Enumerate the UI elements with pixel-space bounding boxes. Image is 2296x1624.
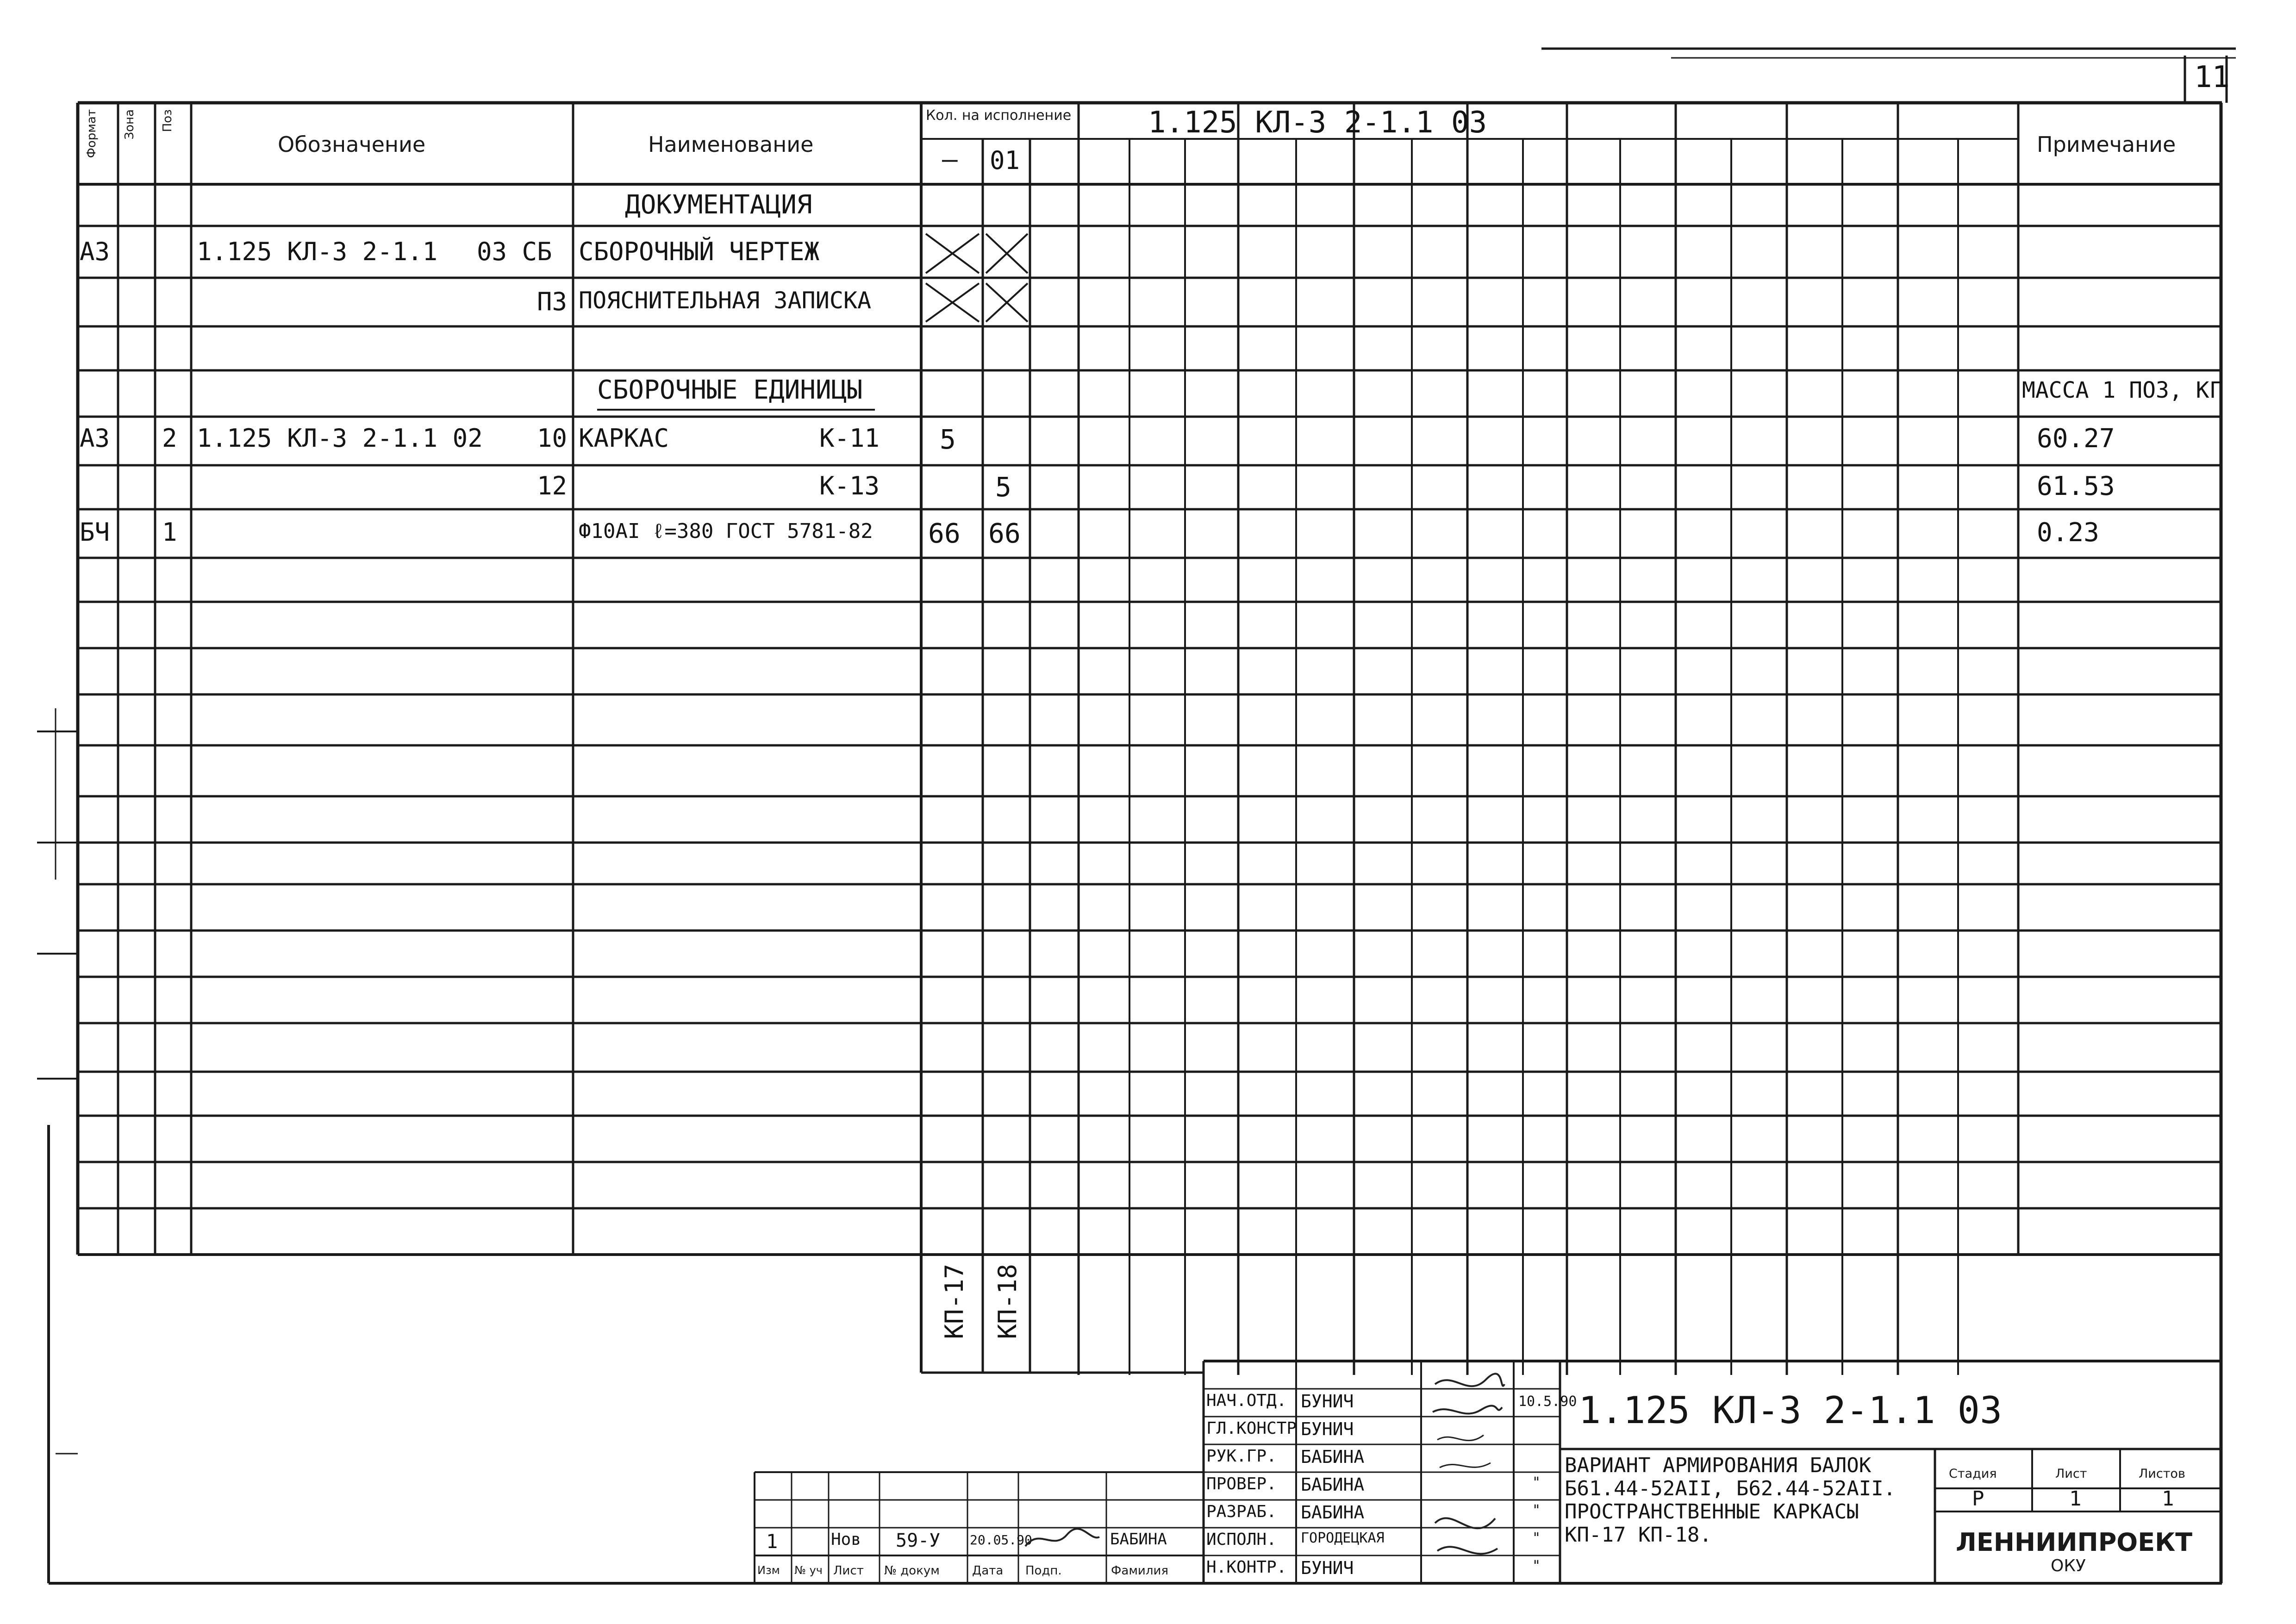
date-mark-3: " — [1532, 1558, 1541, 1574]
title-description-line1: ВАРИАНТ АРМИРОВАНИЯ БАЛОК — [1565, 1454, 1872, 1477]
footer-col-kp17: КП-17 — [940, 1264, 969, 1339]
org-name: ЛЕННИИПРОЕКТ — [1956, 1528, 2193, 1557]
row1-designation-suffix: 03 СБ — [477, 237, 552, 266]
header-format: Формат — [85, 109, 99, 158]
row4-qty2: 5 — [995, 471, 1011, 503]
header-exec-dash: — — [942, 144, 958, 175]
rev-label-sheet: Лист — [833, 1564, 864, 1578]
rev-date: 20.05.90 — [970, 1532, 1032, 1548]
row5-name: Ф10АI ℓ=380 ГОСТ 5781-82 — [579, 519, 873, 543]
row5-qty2: 66 — [988, 518, 1021, 549]
rev-number: 1 — [766, 1530, 778, 1553]
stage-label: Стадия — [1949, 1467, 1997, 1481]
row1-format: А3 — [80, 237, 110, 266]
stage-value: Р — [1972, 1487, 1984, 1511]
row5-note: 0.23 — [2037, 518, 2099, 548]
sheet-number: 11 — [2194, 60, 2230, 94]
sheet-label: Лист — [2055, 1467, 2087, 1481]
rev-doc: 59-У — [896, 1530, 941, 1551]
row3-designation: 1.125 КЛ-3 2-1.1 02 — [197, 424, 483, 453]
date-mark-2: " — [1532, 1530, 1541, 1546]
surname-2: БАБИНА — [1301, 1447, 1365, 1467]
rev-change: Нов — [831, 1530, 861, 1549]
role-chief-constructor: ГЛ.КОНСТР — [1206, 1419, 1297, 1438]
rev-label-sign: Подп. — [1025, 1564, 1062, 1578]
rev-label-change: Изм — [757, 1564, 780, 1577]
header-exec-01: 01 — [990, 146, 1020, 175]
row2-designation-suffix: ПЗ — [537, 287, 568, 316]
surname-3: БАБИНА — [1301, 1474, 1365, 1495]
title-doc-code: 1.125 КЛ-3 2-1.1 03 — [1578, 1389, 2003, 1432]
role-executor: ИСПОЛН. — [1206, 1530, 1277, 1549]
surname-1: БУНИЧ — [1301, 1419, 1354, 1439]
date-top: 10.5.90 — [1518, 1393, 1577, 1410]
header-designation: Обозначение — [278, 132, 426, 157]
surname-6: БУНИЧ — [1301, 1558, 1354, 1578]
row5-qty1: 66 — [928, 518, 961, 549]
row3-designation-suffix: 10 — [537, 424, 568, 453]
sheets-value: 1 — [2162, 1487, 2174, 1511]
footer-col-kp18: КП-18 — [993, 1264, 1022, 1339]
row3-format: А3 — [80, 424, 110, 453]
row1-name: СБОРОЧНЫЙ ЧЕРТЕЖ — [579, 237, 820, 266]
date-mark-0: " — [1532, 1474, 1541, 1491]
header-exec-code: 1.125 КЛ-3 2-1.1 03 — [1148, 106, 1487, 140]
title-description-line3: ПРОСТРАНСТВЕННЫЕ КАРКАСЫ — [1565, 1500, 1859, 1524]
header-zone: Зона — [123, 109, 137, 140]
rev-label-date: Дата — [972, 1564, 1004, 1578]
surname-5: ГОРОДЕЦКАЯ — [1301, 1530, 1385, 1546]
surname-0: БУНИЧ — [1301, 1391, 1354, 1412]
role-head-dept: НАЧ.ОТД. — [1206, 1391, 1287, 1410]
rev-label-doc: № докум — [884, 1564, 940, 1578]
header-name: Наименование — [648, 132, 814, 157]
mass-note: МАССА 1 ПОЗ, КГ — [2022, 377, 2223, 403]
sheet-value: 1 — [2069, 1487, 2082, 1511]
row4-mark: К-13 — [819, 471, 880, 500]
role-developer: РАЗРАБ. — [1206, 1502, 1277, 1521]
signature-marks — [1426, 1366, 1509, 1579]
row3-name: КАРКАС — [579, 424, 669, 453]
rev-label-surname: Фамилия — [1111, 1564, 1168, 1578]
header-qty-title: Кол. на исполнение — [926, 107, 1072, 124]
title-description-line4: КП-17 КП-18. — [1565, 1523, 1712, 1547]
sheets-label: Листов — [2139, 1467, 2185, 1481]
row2-name: ПОЯСНИТЕЛЬНАЯ ЗАПИСКА — [579, 287, 872, 314]
row3-qty1: 5 — [940, 424, 956, 455]
row5-format: БЧ — [80, 518, 110, 547]
row3-note: 60.27 — [2037, 424, 2115, 454]
rev-label-item: № уч — [794, 1564, 823, 1577]
section-documentation: ДОКУМЕНТАЦИЯ — [625, 190, 812, 220]
row3-mark: К-11 — [819, 424, 880, 453]
row4-designation-suffix: 12 — [537, 471, 568, 500]
surname-4: БАБИНА — [1301, 1502, 1365, 1523]
header-pos: Поз — [161, 109, 175, 132]
title-description-line2: Б61.44-52АII, Б62.44-52АII. — [1565, 1477, 1896, 1500]
row3-pos: 2 — [162, 424, 177, 453]
header-note: Примечание — [2037, 132, 2176, 157]
role-norm-control: Н.КОНТР. — [1206, 1558, 1287, 1577]
role-group-lead: РУК.ГР. — [1206, 1447, 1277, 1466]
row5-pos: 1 — [162, 518, 177, 547]
role-checker: ПРОВЕР. — [1206, 1474, 1277, 1493]
row4-note: 61.53 — [2037, 471, 2115, 501]
row1-designation: 1.125 КЛ-3 2-1.1 — [197, 237, 438, 266]
rev-signature — [1021, 1523, 1104, 1555]
rev-signer: БАБИНА — [1110, 1530, 1167, 1549]
section-assembly-units: СБОРОЧНЫЕ ЕДИНИЦЫ — [597, 375, 863, 405]
org-sub: ОКУ — [2051, 1556, 2086, 1575]
date-mark-1: " — [1532, 1502, 1541, 1518]
